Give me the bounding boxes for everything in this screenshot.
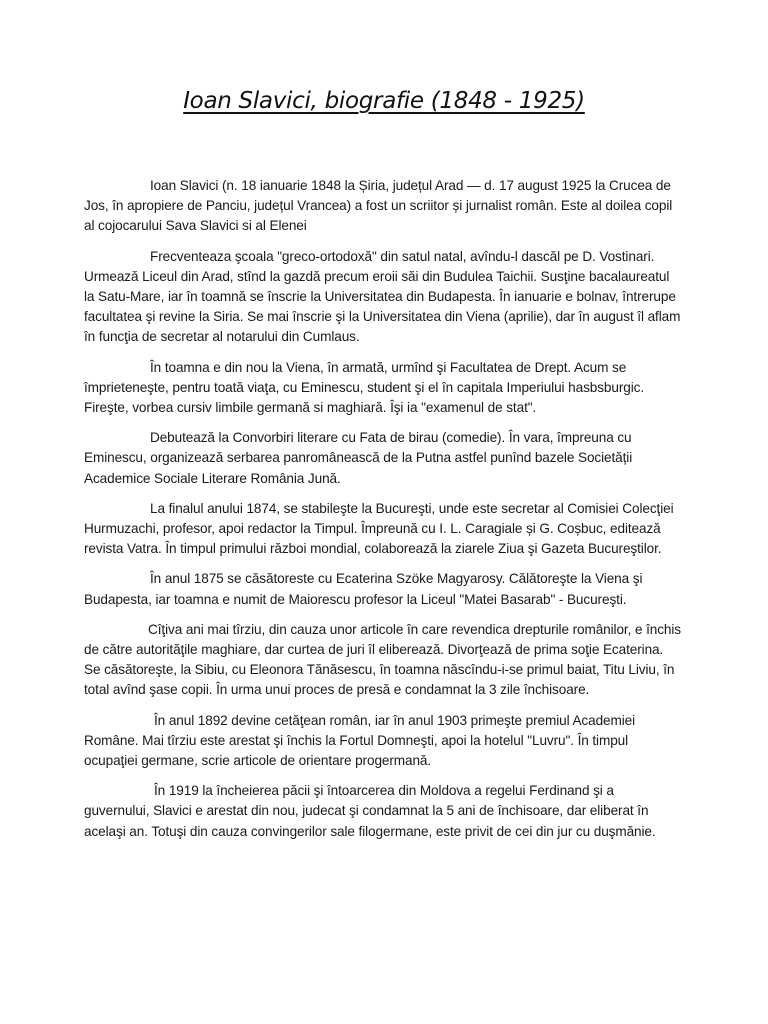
paragraph-2: Frecventeaza şcoala "greco-ortodoxă" din satul natal, avîndu-l dascăl pe D. Vostinari. Urmează Liceul din Arad, stînd la gazdă precum eroii săi din Budulea Taichii. Susţine bacalaureatul la Satu-Mare, iar în toamnă se înscrie la Universitatea din Budapesta. În ianuarie e bolnav, întrerupe facultatea şi revine la Siria. Se mai înscrie şi la Universitatea din Viena (aprilie), dar în august îl aflam în funcţia de secretar al notarului din Cumlaus.	[84, 248, 681, 345]
paragraph-5: La finalul anului 1874, se stabileşte la Bucureşti, unde este secretar al Comisiei Colecţiei Hurmuzachi, profesor, apoi redactor la Timpul. Împreună cu I. L. Caragiale și G. Coșbuc, editează revista Vatra. În timpul primului război mondial, colaborează la ziarele Ziua şi Gazeta Bucureştilor.	[84, 500, 674, 557]
paragraph-4: Debutează la Convorbiri literare cu Fata de birau (comedie). În vara, împreuna cu Eminescu, organizează serbarea panromânească de la Putna astfel punînd bazele Societății Academice Sociale Literare România Jună.	[84, 430, 633, 486]
document-body	[84, 176, 682, 852]
paragraph-9: În 1919 la încheierea păcii şi întoarcerea din Moldova a regelui Ferdinand şi a guvernului, Slavici e arestat din nou, judecat şi condamnat la 5 ani de închisoare, dar eliberat în acelaşi an. Totuşi din cauza convingerilor sale filogermane, este privit de cei din jur cu duşmănie.	[84, 783, 656, 839]
paragraph-7: Cîţiva ani mai tîrziu, din cauza unor articole în care revendica drepturile românilor, e închis de către autorităţile maghiare, dar curtea de juri îl eliberează. Divorţează de prima soţie Ecaterina. Se căsătoreşte, la Sibiu, cu Eleonora Tănăsescu, în toamna născîndu-i-se primul baiat, Titu Liviu, în total avînd şase copii. În urma unui proces de presă e condamnat la 3 zile închisoare.	[84, 621, 681, 698]
paragraph-8: În anul 1892 devine cetăţean român, iar în anul 1903 primeşte premiul Academiei Române. Mai tîrziu este arestat şi închis la Fortul Domneşti, apoi la hotelul "Luvru". În timpul ocupaţiei germane, scrie articole de orientare progermană.	[84, 712, 636, 769]
paragraph-1: Ioan Slavici (n. 18 ianuarie 1848 la Șiria, județul Arad — d. 17 august 1925 la Crucea de Jos, în apropiere de Panciu, județul Vrancea) a fost un scriitor și jurnalist român. Este al doilea copil al cojocarului Sava Slavici si al Elenei	[84, 178, 673, 234]
paragraph-3: În toamna e din nou la Viena, în armată, urmînd şi Facultatea de Drept. Acum se împrieteneşte, pentru toată viaţa, cu Eminescu, student şi el în capitala Imperiului hasbsburgic. Fireşte, vorbea cursiv limbile germană si maghiară. Îşi ia "examenul de stat".	[84, 359, 645, 416]
paragraph-6: În anul 1875 se căsătoreste cu Ecaterina Szöke Magyarosy. Călătoreşte la Viena şi Budapesta, iar toamna e numit de Maiorescu profesor la Liceul "Matei Basarab" - Bucureşti.	[84, 571, 643, 607]
document-title: Ioan Slavici, biografie (1848 - 1925)	[183, 88, 585, 114]
